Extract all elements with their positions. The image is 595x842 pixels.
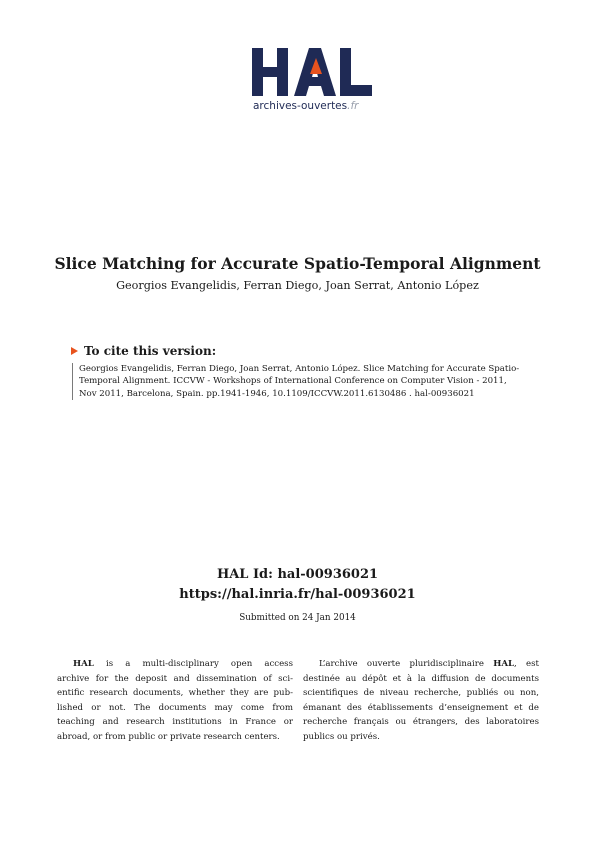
paper-authors: Georgios Evangelidis, Ferran Diego, Joan Serrat, Antonio López [116, 279, 479, 292]
hal-name-bold: HAL [493, 659, 515, 669]
hal-tagline-text: archives-ouvertes [253, 100, 348, 112]
notice-line: teaching and research institutions in France or [57, 717, 293, 728]
notice-line: archive for the deposit and dissemination of sci- [57, 673, 293, 684]
notice-line: destinée au dépôt et à la diffusion de documents [303, 673, 539, 684]
notice-text: is a multi-disciplinary open access [93, 659, 293, 669]
citation-block [72, 363, 534, 400]
notice-text: L’archive ouverte pluridisciplinaire [319, 659, 494, 669]
notice-text: , est [514, 659, 539, 669]
citation-line: Nov 2011, Barcelona, Spain. pp.1941-1946, 10.1109/ICCVW.2011.6130486 . hal-00936021 [79, 388, 475, 399]
arrow-right-icon [71, 347, 78, 355]
notice-line: entific research documents, whether they are pub- [57, 688, 293, 699]
hal-url-link[interactable]: https://hal.inria.fr/hal-00936021 [179, 587, 416, 602]
notice-line: scientifiques de niveau recherche, publiés ou non, [303, 688, 539, 699]
paper-title: Slice Matching for Accurate Spatio-Temporal Alignment [54, 254, 541, 273]
notice-line: lished or not. The documents may come from [57, 702, 293, 713]
submitted-date: Submitted on 24 Jan 2014 [239, 613, 356, 623]
notice-line: publics ou privés. [303, 731, 380, 742]
cite-heading-text: To cite this version: [84, 344, 217, 358]
notice-english [57, 657, 293, 745]
notice-line [303, 657, 539, 672]
notice-line: recherche français ou étrangers, des laboratoires [303, 717, 539, 728]
notice-line: émanant des établissements d’enseignement et de [303, 702, 539, 713]
hal-tagline-tld: .fr [347, 100, 359, 112]
hal-tagline [253, 100, 358, 112]
cite-heading [71, 344, 216, 358]
hal-id: HAL Id: hal-00936021 [216, 567, 379, 582]
notice-french [303, 657, 539, 745]
notice-line: abroad, or from public or private research centers. [57, 731, 280, 742]
hal-logo-mark [250, 44, 376, 100]
citation-line: Temporal Alignment. ICCVW - Workshops of International Conference on Computer Vision - 2011, [79, 376, 507, 387]
notice-line [57, 657, 293, 672]
citation-line: Georgios Evangelidis, Ferran Diego, Joan Serrat, Antonio López. Slice Matching for Accurate Spatio- [79, 364, 520, 374]
hal-name-bold: HAL [73, 659, 94, 669]
